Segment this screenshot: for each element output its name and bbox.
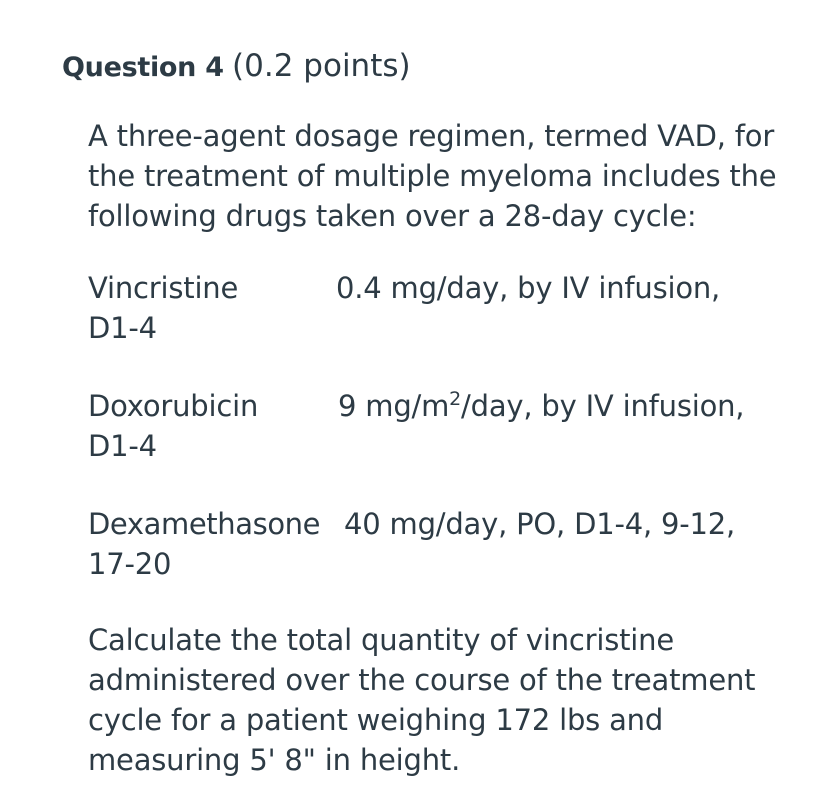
- drug-name: Doxorubicin: [88, 389, 259, 423]
- drug-name: Vincristine: [88, 271, 239, 305]
- question-header: [62, 48, 411, 84]
- drug-name: Dexamethasone: [88, 507, 321, 541]
- drug-row-vincristine: [88, 268, 808, 348]
- drug-dose: 40 mg/day, PO, D1-4, 9-12,: [344, 507, 736, 541]
- drug-days: D1-4: [88, 429, 157, 463]
- drug-dose-prefix: 9 mg/m: [338, 389, 450, 423]
- drug-row-doxorubicin: [88, 386, 808, 466]
- drug-dose-suffix: /day, by IV infusion,: [461, 389, 745, 423]
- drug-dose-superscript: 2: [449, 388, 462, 410]
- question-body: [88, 116, 808, 780]
- drug-days: D1-4: [88, 311, 157, 345]
- drug-dose: 0.4 mg/day, by IV infusion,: [336, 271, 721, 305]
- question-prompt: Calculate the total quantity of vincristine administered over the course of the treatment cycle for a patient weighing 172 lbs and measuring 5' 8" in height.: [88, 623, 756, 777]
- question-points: (0.2 points): [232, 48, 411, 84]
- drug-days: 17-20: [88, 547, 172, 581]
- drug-row-dexamethasone: [88, 504, 808, 584]
- intro-text: A three-agent dosage regimen, termed VAD, for the treatment of multiple myeloma includes the following drugs taken over a 28-day cycle:: [88, 119, 777, 233]
- question-label: Question 4: [62, 52, 224, 83]
- drug-dose: [338, 386, 744, 426]
